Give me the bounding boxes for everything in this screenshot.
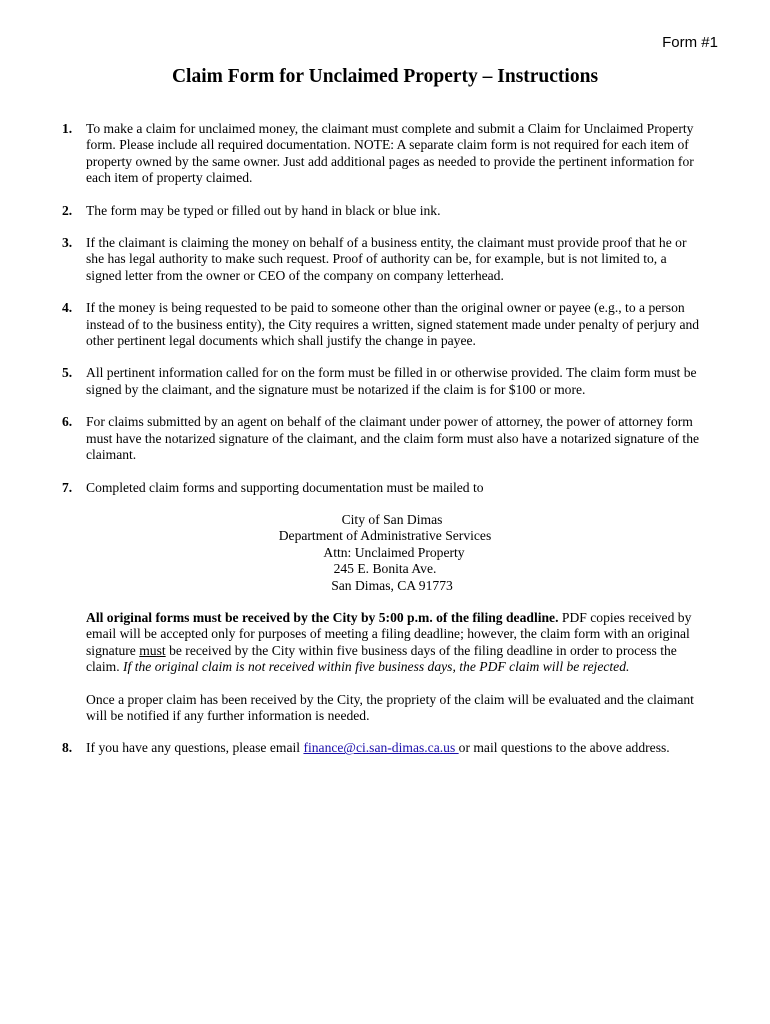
list-item-2 [0,203,704,219]
list-item-1 [0,121,704,187]
item-text: To make a claim for unclaimed money, the claimant must complete and submit a Claim for Unclaimed Property form. Please include all required documentation. NOTE: A separate claim form is not required for each item of property owned by the same owner. Just add additional pages as needed to provide the pertinent information for each item of property claimed. [86,121,694,186]
address-line: San Dimas, CA 91773 [331,577,453,593]
item-number: 7. [62,479,73,495]
item-text: If the money is being requested to be paid to someone other than the original owner or payee (e.g., to a person instead of to the business entity), the City requires a written, signed statement made under penalty of perjury and other pertinent legal documents which shall justify the change in payee. [86,300,700,349]
instruction-list [0,121,770,757]
evaluation-paragraph [0,692,704,725]
list-item-7 [0,480,704,496]
item-text: If the claimant is claiming the money on behalf of a business entity, the claimant must provide proof that he or she has legal authority to make such request. Proof of authority can be, for example, but is not limited to, a signed letter from the owner or CEO of the company on company letterhead. [86,235,687,283]
page-title: Claim Form for Unclaimed Property – Instructions [171,66,599,87]
email-link[interactable]: finance@ci.san-dimas.ca.us [303,740,459,756]
item-text: The form may be typed or filled out by hand in black or blue ink. [86,202,441,218]
list-item-4 [0,300,704,349]
mailing-address [0,512,770,594]
item-number: 4. [62,300,73,316]
evaluation-text: Once a proper claim has been received by the City, the propriety of the claim will be evaluated and the claimant will be notified if any further information is needed. [86,691,694,723]
filing-deadline-paragraph [0,610,704,676]
item-text: All pertinent information called for on the form must be filled in or otherwise provided. The claim form must be signed by the claimant, and the signature must be notarized if the claim is for $100 or more. [86,365,697,397]
item-number: 1. [62,121,73,136]
list-item-6 [0,414,704,463]
deadline-bold-text: All original forms must be received by the City by 5:00 p.m. of the filing deadline. [86,609,559,625]
item-number: 3. [62,235,73,251]
list-item-8 [0,740,704,756]
rejection-italic-text: If the original claim is not received within five business days, the PDF claim will be rejected. [123,659,630,675]
item-number: 2. [62,202,73,218]
list-item-3 [0,235,704,284]
form-number-label: Form #1 [662,34,718,51]
mailing-address-block [0,512,704,594]
deadline-text-continued: be received by the City within five business days of the filing deadline in order to process the claim. [86,642,677,675]
item-number: 6. [62,414,73,430]
address-line: Attn: Unclaimed Property [323,544,465,560]
deadline-text: PDF copies received by email will be accepted only for purposes of meeting a filing deadline; however, the claim form with an original signature [86,609,692,658]
item-text-continued: or mail questions to the above address. [458,740,670,756]
list-item-5 [0,365,704,398]
address-line: City of San Dimas [341,511,443,527]
item-number: 5. [62,365,73,381]
item-text: If you have any questions, please email [86,740,304,756]
item-text: For claims submitted by an agent on behalf of the claimant under power of attorney, the power of attorney form must have the notarized signature of the claimant, and the claim form must also have a notarized signature of the claimant. [86,414,700,463]
item-text: Completed claim forms and supporting documentation must be mailed to [86,479,484,495]
address-line: Department of Administrative Services [278,528,492,544]
must-underlined-text: must [139,642,166,658]
item-number: 8. [62,740,73,756]
address-line: 245 E. Bonita Ave. [333,561,437,577]
